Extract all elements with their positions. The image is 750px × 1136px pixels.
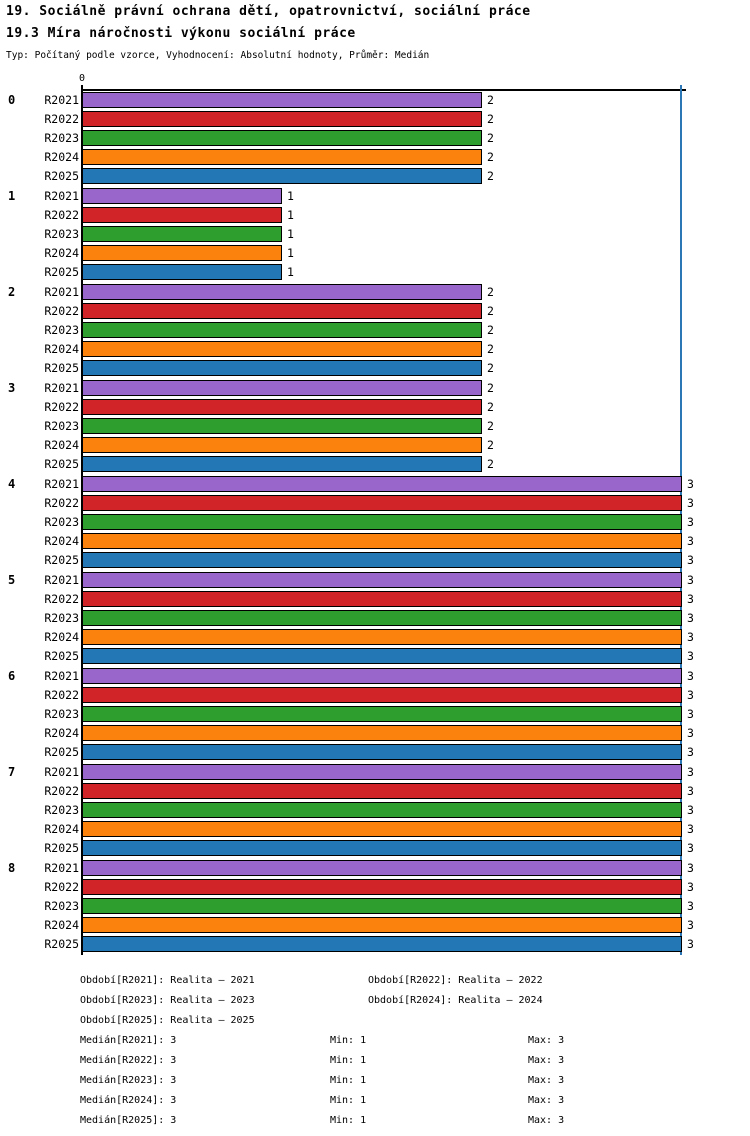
bar-value-label-r2021-g3: 2 [487,381,494,395]
series-label-r2021-g3: R2021 [44,381,79,395]
series-label-r2022-g3: R2022 [44,400,79,414]
series-label-r2025-g6: R2025 [44,745,79,759]
legend-period-r2024: Období[R2024]: Realita – 2024 [368,995,543,1006]
stat-median-r2021: Medián[R2021]: 3 [80,1035,177,1046]
bar-value-label-r2021-g0: 2 [487,93,494,107]
bar-value-label-r2023-g3: 2 [487,419,494,433]
series-label-r2021-g0: R2021 [44,93,79,107]
bar-r2024-g4 [82,533,682,549]
stat-min-r2025: Min: 1 [330,1115,367,1126]
bar-r2022-g4 [82,495,682,511]
bar-r2025-g6 [82,744,682,760]
series-label-r2021-g8: R2021 [44,861,79,875]
series-label-r2024-g4: R2024 [44,534,79,548]
bar-value-label-r2021-g2: 2 [487,285,494,299]
bar-r2023-g0 [82,130,482,146]
page-title: 19. Sociálně právní ochrana dětí, opatrovnictví, sociální práce [6,4,531,19]
group-label-7: 7 [8,765,16,779]
series-label-r2024-g5: R2024 [44,630,79,644]
bar-r2023-g8 [82,898,682,914]
bar-r2021-g6 [82,668,682,684]
series-label-r2021-g7: R2021 [44,765,79,779]
bar-r2023-g6 [82,706,682,722]
bar-value-label-r2022-g3: 2 [487,400,494,414]
series-label-r2024-g1: R2024 [44,246,79,260]
bar-value-label-r2024-g5: 3 [687,630,694,644]
bar-value-label-r2022-g2: 2 [487,304,494,318]
series-label-r2024-g3: R2024 [44,438,79,452]
series-label-r2023-g3: R2023 [44,419,79,433]
series-label-r2023-g8: R2023 [44,899,79,913]
series-label-r2022-g5: R2022 [44,592,79,606]
bar-value-label-r2023-g0: 2 [487,131,494,145]
bar-value-label-r2025-g7: 3 [687,841,694,855]
stat-median-r2024: Medián[R2024]: 3 [80,1095,177,1106]
page-subtitle: 19.3 Míra náročnosti výkonu sociální práce [6,26,356,41]
bar-value-label-r2022-g8: 3 [687,880,694,894]
bar-r2022-g1 [82,207,282,223]
group-label-3: 3 [8,381,16,395]
series-label-r2025-g2: R2025 [44,361,79,375]
series-label-r2022-g8: R2022 [44,880,79,894]
bar-value-label-r2025-g3: 2 [487,457,494,471]
bar-value-label-r2022-g1: 1 [287,208,294,222]
bar-value-label-r2022-g5: 3 [687,592,694,606]
stat-max-r2024: Max: 3 [528,1095,565,1106]
series-label-r2024-g0: R2024 [44,150,79,164]
series-label-r2024-g6: R2024 [44,726,79,740]
bar-value-label-r2023-g5: 3 [687,611,694,625]
bar-r2022-g0 [82,111,482,127]
bar-value-label-r2025-g2: 2 [487,361,494,375]
bar-r2022-g5 [82,591,682,607]
stat-max-r2025: Max: 3 [528,1115,565,1126]
legend-period-r2022: Období[R2022]: Realita – 2022 [368,975,543,986]
stat-min-r2023: Min: 1 [330,1075,367,1086]
series-label-r2023-g6: R2023 [44,707,79,721]
series-label-r2022-g6: R2022 [44,688,79,702]
series-label-r2024-g8: R2024 [44,918,79,932]
group-label-4: 4 [8,477,16,491]
bar-value-label-r2025-g1: 1 [287,265,294,279]
series-label-r2025-g3: R2025 [44,457,79,471]
series-label-r2025-g0: R2025 [44,169,79,183]
series-label-r2023-g2: R2023 [44,323,79,337]
series-label-r2021-g5: R2021 [44,573,79,587]
bar-r2025-g3 [82,456,482,472]
bar-value-label-r2025-g6: 3 [687,745,694,759]
bar-r2025-g1 [82,264,282,280]
bar-r2024-g7 [82,821,682,837]
bar-value-label-r2024-g1: 1 [287,246,294,260]
stat-median-r2023: Medián[R2023]: 3 [80,1075,177,1086]
bar-value-label-r2024-g3: 2 [487,438,494,452]
group-label-8: 8 [8,861,16,875]
bar-r2022-g3 [82,399,482,415]
group-label-5: 5 [8,573,16,587]
series-label-r2023-g7: R2023 [44,803,79,817]
bar-value-label-r2024-g0: 2 [487,150,494,164]
series-label-r2021-g4: R2021 [44,477,79,491]
series-label-r2021-g6: R2021 [44,669,79,683]
bar-r2024-g8 [82,917,682,933]
bar-r2022-g6 [82,687,682,703]
bar-r2021-g3 [82,380,482,396]
bar-value-label-r2021-g5: 3 [687,573,694,587]
stat-median-r2022: Medián[R2022]: 3 [80,1055,177,1066]
series-label-r2022-g1: R2022 [44,208,79,222]
bar-value-label-r2023-g4: 3 [687,515,694,529]
bar-value-label-r2024-g4: 3 [687,534,694,548]
bar-value-label-r2024-g2: 2 [487,342,494,356]
bar-r2024-g2 [82,341,482,357]
bar-r2025-g4 [82,552,682,568]
bar-r2021-g0 [82,92,482,108]
stat-min-r2022: Min: 1 [330,1055,367,1066]
series-label-r2025-g1: R2025 [44,265,79,279]
bar-r2021-g7 [82,764,682,780]
bar-r2024-g6 [82,725,682,741]
bar-value-label-r2021-g7: 3 [687,765,694,779]
bar-value-label-r2023-g1: 1 [287,227,294,241]
series-label-r2022-g7: R2022 [44,784,79,798]
bar-r2025-g2 [82,360,482,376]
bar-value-label-r2021-g4: 3 [687,477,694,491]
bar-value-label-r2025-g8: 3 [687,937,694,951]
chart-meta-info: Typ: Počítaný podle vzorce, Vyhodnocení: Absolutní hodnoty, Průměr: Medián [6,50,430,61]
group-label-0: 0 [8,93,16,107]
series-label-r2024-g2: R2024 [44,342,79,356]
chart-top-border-line [82,89,686,91]
series-label-r2025-g8: R2025 [44,937,79,951]
bar-r2024-g5 [82,629,682,645]
bar-value-label-r2021-g1: 1 [287,189,294,203]
bar-value-label-r2025-g0: 2 [487,169,494,183]
bar-value-label-r2022-g0: 2 [487,112,494,126]
series-label-r2021-g1: R2021 [44,189,79,203]
stat-max-r2022: Max: 3 [528,1055,565,1066]
series-label-r2023-g5: R2023 [44,611,79,625]
bar-value-label-r2023-g6: 3 [687,707,694,721]
bar-r2021-g4 [82,476,682,492]
series-label-r2023-g0: R2023 [44,131,79,145]
bar-r2025-g5 [82,648,682,664]
legend-period-r2025: Období[R2025]: Realita – 2025 [80,1015,255,1026]
bar-value-label-r2024-g7: 3 [687,822,694,836]
bar-value-label-r2023-g7: 3 [687,803,694,817]
bar-value-label-r2023-g2: 2 [487,323,494,337]
series-label-r2021-g2: R2021 [44,285,79,299]
bar-r2023-g3 [82,418,482,434]
bar-value-label-r2023-g8: 3 [687,899,694,913]
series-label-r2022-g4: R2022 [44,496,79,510]
bar-value-label-r2024-g8: 3 [687,918,694,932]
bar-r2023-g4 [82,514,682,530]
group-label-2: 2 [8,285,16,299]
series-label-r2022-g2: R2022 [44,304,79,318]
legend-period-r2023: Období[R2023]: Realita – 2023 [80,995,255,1006]
bar-r2021-g8 [82,860,682,876]
series-label-r2025-g7: R2025 [44,841,79,855]
bar-r2023-g7 [82,802,682,818]
bar-r2023-g5 [82,610,682,626]
bar-value-label-r2025-g5: 3 [687,649,694,663]
legend-period-r2021: Období[R2021]: Realita – 2021 [80,975,255,986]
bar-value-label-r2021-g6: 3 [687,669,694,683]
bar-r2024-g1 [82,245,282,261]
series-label-r2023-g1: R2023 [44,227,79,241]
bar-value-label-r2021-g8: 3 [687,861,694,875]
stat-max-r2021: Max: 3 [528,1035,565,1046]
bar-r2021-g5 [82,572,682,588]
bar-r2021-g1 [82,188,282,204]
bar-r2021-g2 [82,284,482,300]
bar-r2022-g7 [82,783,682,799]
bar-value-label-r2022-g6: 3 [687,688,694,702]
series-label-r2024-g7: R2024 [44,822,79,836]
bar-value-label-r2022-g4: 3 [687,496,694,510]
stat-min-r2024: Min: 1 [330,1095,367,1106]
stat-median-r2025: Medián[R2025]: 3 [80,1115,177,1126]
stat-max-r2023: Max: 3 [528,1075,565,1086]
bar-value-label-r2025-g4: 3 [687,553,694,567]
group-label-6: 6 [8,669,16,683]
bar-r2022-g8 [82,879,682,895]
bar-value-label-r2022-g7: 3 [687,784,694,798]
stat-min-r2021: Min: 1 [330,1035,367,1046]
group-label-1: 1 [8,189,16,203]
series-label-r2022-g0: R2022 [44,112,79,126]
series-label-r2025-g4: R2025 [44,553,79,567]
series-label-r2023-g4: R2023 [44,515,79,529]
bar-r2024-g3 [82,437,482,453]
x-axis-zero-tick-label: 0 [78,73,86,84]
bar-r2025-g7 [82,840,682,856]
bar-r2025-g0 [82,168,482,184]
bar-value-label-r2024-g6: 3 [687,726,694,740]
bar-r2022-g2 [82,303,482,319]
bar-r2025-g8 [82,936,682,952]
bar-r2023-g1 [82,226,282,242]
series-label-r2025-g5: R2025 [44,649,79,663]
bar-r2023-g2 [82,322,482,338]
bar-r2024-g0 [82,149,482,165]
